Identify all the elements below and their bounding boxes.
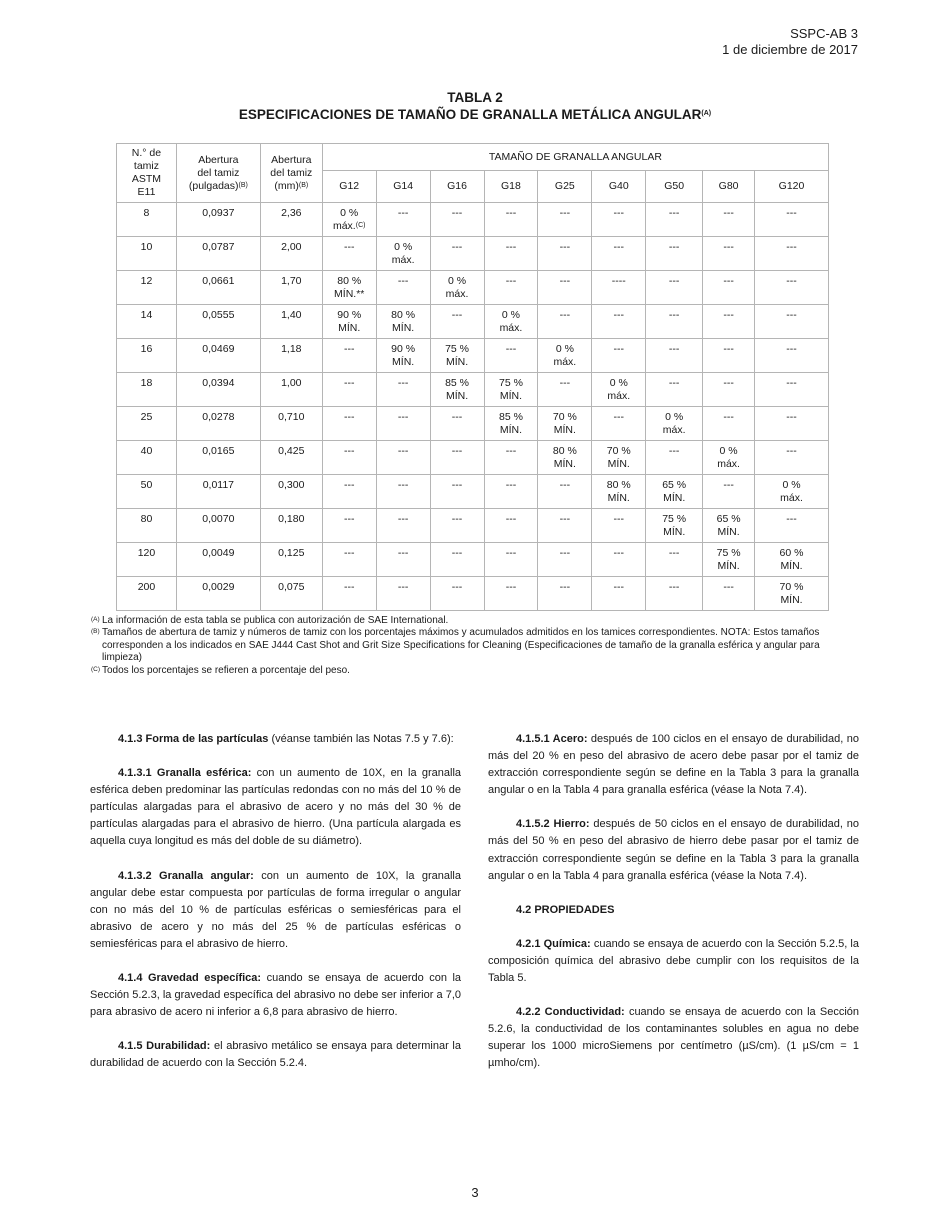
table-cell: 0,0278 xyxy=(176,407,260,441)
table-cell: --- xyxy=(430,543,484,577)
grit-header-g50: G50 xyxy=(646,171,703,203)
paragraph: 4.1.5 Durabilidad: el abrasivo metálico se ensaya para determinar la durabilidad de acuerdo con la Sección 5.2.4. xyxy=(90,1040,461,1070)
grit-header-g14: G14 xyxy=(376,171,430,203)
table-cell: --- xyxy=(538,237,592,271)
table-cell: 0 % máx. xyxy=(430,271,484,305)
table-cell: 12 xyxy=(117,271,177,305)
table-cell: 25 xyxy=(117,407,177,441)
table-cell: 0,0029 xyxy=(176,577,260,611)
table-cell: --- xyxy=(646,577,703,611)
table-row xyxy=(117,509,829,543)
page-number: 3 xyxy=(471,1185,479,1200)
table-cell: --- xyxy=(322,441,376,475)
table-cell: --- xyxy=(538,271,592,305)
table-cell: --- xyxy=(755,237,829,271)
table-cell: 70 % MÍN. xyxy=(592,441,646,475)
grit-header-g18: G18 xyxy=(484,171,538,203)
paragraph: 4.1.3.2 Granalla angular: con un aumento de 10X, la granalla angular debe estar compuesta por partículas de forma irregular o angular con no más del 10 % de partículas esféricas o semiesféricas para el abrasivo de acero y no más del 25 % de partículas esféricas o semiesféricas para el abrasivo de hierro. xyxy=(90,869,461,950)
table-cell: 0,300 xyxy=(260,475,322,509)
table-cell: --- xyxy=(646,203,703,237)
table-cell: --- xyxy=(322,339,376,373)
table-cell: --- xyxy=(703,407,755,441)
table-cell: 0,0165 xyxy=(176,441,260,475)
table-row xyxy=(117,339,829,373)
table-cell: --- xyxy=(538,577,592,611)
header-sieve-number: N.° de tamiz ASTM E11 xyxy=(117,144,177,203)
table-row xyxy=(117,407,829,441)
right-column xyxy=(488,731,859,1090)
table-cell: 85 % MÍN. xyxy=(430,373,484,407)
table-cell: 0 % máx.$^{(C)}$ xyxy=(322,203,376,237)
table-cell: --- xyxy=(538,475,592,509)
document-id: SSPC-AB 3 xyxy=(790,26,858,41)
table-cell: 0,0117 xyxy=(176,475,260,509)
table-cell: --- xyxy=(322,373,376,407)
table-cell: --- xyxy=(592,237,646,271)
table-cell: 70 % MÍN. xyxy=(538,407,592,441)
table-cell: 18 xyxy=(117,373,177,407)
table-cell: --- xyxy=(538,203,592,237)
header-opening-mm: Abertura del tamiz (mm)$^{(B)}$ xyxy=(260,144,322,203)
table-cell: --- xyxy=(376,271,430,305)
table-cell: 75 % MÍN. xyxy=(484,373,538,407)
table-cell: 80 % MÍN. xyxy=(376,305,430,339)
table-cell: 0 % máx. xyxy=(484,305,538,339)
table-cell: 90 % MÍN. xyxy=(322,305,376,339)
table-cell: 0,180 xyxy=(260,509,322,543)
table-cell: --- xyxy=(376,441,430,475)
table-cell: --- xyxy=(322,577,376,611)
table-cell: 10 xyxy=(117,237,177,271)
table-cell: 0,0049 xyxy=(176,543,260,577)
table-cell: 0,710 xyxy=(260,407,322,441)
table-cell: --- xyxy=(376,475,430,509)
table-cell: --- xyxy=(592,543,646,577)
grit-header-g80: G80 xyxy=(703,171,755,203)
table-title: TABLA 2 xyxy=(447,90,503,105)
table-cell: 0 % máx. xyxy=(376,237,430,271)
table-cell: 0,0937 xyxy=(176,203,260,237)
table-cell: --- xyxy=(376,407,430,441)
table-cell: --- xyxy=(755,407,829,441)
table-cell: --- xyxy=(592,509,646,543)
table-cell: --- xyxy=(538,373,592,407)
table-cell: --- xyxy=(646,543,703,577)
table-cell: --- xyxy=(538,509,592,543)
table-cell: --- xyxy=(592,203,646,237)
table-cell: 0 % máx. xyxy=(592,373,646,407)
table-cell: --- xyxy=(703,237,755,271)
table-row xyxy=(117,237,829,271)
table-cell: --- xyxy=(755,203,829,237)
table-cell: 65 % MÍN. xyxy=(646,475,703,509)
table-cell: 80 % MÍN.** xyxy=(322,271,376,305)
table-cell: --- xyxy=(484,475,538,509)
table-row xyxy=(117,441,829,475)
grit-size-table xyxy=(116,143,829,611)
table-subtitle xyxy=(0,106,950,123)
table-cell: --- xyxy=(430,407,484,441)
table-cell: --- xyxy=(592,577,646,611)
table-cell: 0,125 xyxy=(260,543,322,577)
table-cell: --- xyxy=(592,339,646,373)
header-angular-grit-size: TAMAÑO DE GRANALLA ANGULAR xyxy=(322,144,828,171)
table-cell: --- xyxy=(703,305,755,339)
table-cell: --- xyxy=(703,339,755,373)
footnote: (A) La información de esta tabla se publica con autorización de SAE International. xyxy=(91,615,449,626)
table-cell: 0 % máx. xyxy=(538,339,592,373)
table-cell: 0,0070 xyxy=(176,509,260,543)
paragraph: 4.1.3.1 Granalla esférica: con un aumento de 10X, en la granalla esférica deben predominar las partículas redondas con no más del 10 % de partículas alargadas para el abrasivo de acero y no más del 30 % de partículas alargadas para el abrasivo de hierro. (Una partícula alargada es aquella cuya longitud es más del doble de su diámetro). xyxy=(90,767,461,848)
table-cell: 0,0787 xyxy=(176,237,260,271)
table-cell: --- xyxy=(430,509,484,543)
table-row xyxy=(117,475,829,509)
table-subtitle-mark: (A) xyxy=(701,110,712,117)
table-cell: 0,0555 xyxy=(176,305,260,339)
page-header xyxy=(722,26,858,58)
table-cell: 0 % máx. xyxy=(703,441,755,475)
table-cell: --- xyxy=(376,543,430,577)
table-cell: 70 % MÍN. xyxy=(755,577,829,611)
table-cell: --- xyxy=(703,577,755,611)
table-cell: --- xyxy=(646,373,703,407)
table-cell: 50 xyxy=(117,475,177,509)
table-cell: --- xyxy=(484,577,538,611)
paragraph: 4.2.2 Conductividad: cuando se ensaya de acuerdo con la Sección 5.2.6, la conductividad de los contaminantes solubles en agua no debe superar los 1000 microSiemens por centímetro (µS/cm). (1 µS/cm = 1 µmho/cm). xyxy=(488,1006,860,1070)
table-row xyxy=(117,203,829,237)
table-cell: --- xyxy=(430,577,484,611)
table-cell: 40 xyxy=(117,441,177,475)
header-opening-inches: Abertura del tamiz (pulgadas)$^{(B)}$ xyxy=(176,144,260,203)
table-cell: 0,0661 xyxy=(176,271,260,305)
table-cell: --- xyxy=(484,441,538,475)
table-cell: 1,40 xyxy=(260,305,322,339)
table-subtitle-text: ESPECIFICACIONES DE TAMAÑO DE GRANALLA METÁLICA ANGULAR xyxy=(238,107,702,122)
table-footnotes xyxy=(91,615,861,677)
table-cell: --- xyxy=(703,373,755,407)
table-cell: 80 % MÍN. xyxy=(592,475,646,509)
table-cell: --- xyxy=(484,543,538,577)
table-cell: --- xyxy=(430,203,484,237)
table-cell: --- xyxy=(592,305,646,339)
table-cell: 14 xyxy=(117,305,177,339)
table-cell: --- xyxy=(592,407,646,441)
table-row xyxy=(117,373,829,407)
paragraph: 4.1.5.2 Hierro: después de 50 ciclos en el ensayo de durabilidad, no más del 50 % en peso del abrasivo de hierro debe pasar por el tamiz de extracción correspondiente según se define en la Tabla 3 para la granalla angular o en la Tabla 4 para granalla esférica (véase la Nota 7.4). xyxy=(488,818,859,882)
table-cell: --- xyxy=(755,339,829,373)
table-cell: --- xyxy=(484,339,538,373)
left-column xyxy=(90,731,461,1090)
table-cell: ---- xyxy=(592,271,646,305)
table-cell: 1,00 xyxy=(260,373,322,407)
table-cell: --- xyxy=(430,305,484,339)
table-cell: --- xyxy=(646,441,703,475)
table-cell: --- xyxy=(646,305,703,339)
paragraph: 4.1.5.1 Acero: después de 100 ciclos en el ensayo de durabilidad, no más del 20 % en peso del abrasivo de acero debe pasar por el tamiz de extracción correspondiente según se define en la Tabla 3 para la granalla angular o en la Tabla 4 para granalla esférica (véase la Nota 7.4). xyxy=(488,733,859,797)
table-cell: 85 % MÍN. xyxy=(484,407,538,441)
table-cell: --- xyxy=(538,305,592,339)
table-cell: 0,0394 xyxy=(176,373,260,407)
grit-header-g16: G16 xyxy=(430,171,484,203)
table-cell: --- xyxy=(646,339,703,373)
table-cell: 2,36 xyxy=(260,203,322,237)
table-cell: 75 % MÍN. xyxy=(703,543,755,577)
table-cell: --- xyxy=(430,237,484,271)
document-date: 1 de diciembre de 2017 xyxy=(722,42,858,57)
table-cell: --- xyxy=(484,237,538,271)
table-cell: --- xyxy=(376,509,430,543)
footnote-mark-c: (C) xyxy=(355,222,366,229)
table-row xyxy=(117,271,829,305)
table-cell: 8 xyxy=(117,203,177,237)
table-cell: --- xyxy=(755,271,829,305)
table-cell: --- xyxy=(322,543,376,577)
table-cell: --- xyxy=(646,237,703,271)
table-row xyxy=(117,543,829,577)
paragraph: 4.1.4 Gravedad específica: cuando se ensaya de acuerdo con la Sección 5.2.3, la gravedad específica del abrasivo no debe ser inferior a 7,0 para abrasivo de acero ni inferior a 6,8 para abrasivo de hierro. xyxy=(90,972,462,1019)
table-cell: --- xyxy=(376,203,430,237)
table-cell: 200 xyxy=(117,577,177,611)
table-cell: --- xyxy=(755,373,829,407)
table-cell: --- xyxy=(376,373,430,407)
table-cell: 1,70 xyxy=(260,271,322,305)
table-cell: 90 % MÍN. xyxy=(376,339,430,373)
table-cell: 16 xyxy=(117,339,177,373)
table-cell: 0,0469 xyxy=(176,339,260,373)
table-cell: 75 % MÍN. xyxy=(646,509,703,543)
table-cell: 60 % MÍN. xyxy=(755,543,829,577)
table-cell: 0 % máx. xyxy=(755,475,829,509)
table-row xyxy=(117,577,829,611)
table-cell: --- xyxy=(430,441,484,475)
table-cell: --- xyxy=(484,203,538,237)
table-cell: 80 xyxy=(117,509,177,543)
table-cell: --- xyxy=(703,271,755,305)
table-cell: --- xyxy=(755,441,829,475)
table-cell: --- xyxy=(430,475,484,509)
table-cell: --- xyxy=(703,203,755,237)
paragraph: 4.2 PROPIEDADES xyxy=(516,903,615,916)
table-cell: 120 xyxy=(117,543,177,577)
table-cell: 65 % MÍN. xyxy=(703,509,755,543)
table-cell: --- xyxy=(755,305,829,339)
footnote: (B) Tamaños de abertura de tamiz y números de tamiz con los porcentajes máximos y acumulados admitidos en los tamices correspondientes. NOTA: Estos tamaños corresponden a los indicados en SAE J444 Cast Shot and Grit Size Specifications for Cleaning (Especificaciones de tamaño de la granalla esférica y angular para limpieza) xyxy=(91,627,820,664)
table-cell: --- xyxy=(376,577,430,611)
grit-header-g12: G12 xyxy=(322,171,376,203)
table-cell: 0 % máx. xyxy=(646,407,703,441)
table-row xyxy=(117,305,829,339)
paragraph: 4.1.3 Forma de las partículas (véanse también las Notas 7.5 y 7.6): xyxy=(118,733,454,745)
table-cell: 80 % MÍN. xyxy=(538,441,592,475)
grit-header-g25: G25 xyxy=(538,171,592,203)
table-cell: --- xyxy=(322,237,376,271)
table-cell: --- xyxy=(538,543,592,577)
footnote: (C) Todos los porcentajes se refieren a porcentaje del peso. xyxy=(91,664,350,676)
table-cell: 0,425 xyxy=(260,441,322,475)
table-cell: 2,00 xyxy=(260,237,322,271)
paragraph: 4.2.1 Química: cuando se ensaya de acuerdo con la Sección 5.2.5, la composición química del abrasivo debe cumplir con los requisitos de la Tabla 5. xyxy=(488,937,859,985)
grit-header-g40: G40 xyxy=(592,171,646,203)
table-cell: --- xyxy=(646,271,703,305)
table-cell: --- xyxy=(484,509,538,543)
table-cell: --- xyxy=(755,509,829,543)
table-cell: --- xyxy=(703,475,755,509)
table-cell: 0,075 xyxy=(260,577,322,611)
table-cell: 1,18 xyxy=(260,339,322,373)
table-cell: --- xyxy=(322,407,376,441)
grit-header-g120: G120 xyxy=(755,171,829,203)
table-cell: 75 % MÍN. xyxy=(430,339,484,373)
table-cell: --- xyxy=(484,271,538,305)
table-cell: --- xyxy=(322,475,376,509)
table-cell: --- xyxy=(322,509,376,543)
